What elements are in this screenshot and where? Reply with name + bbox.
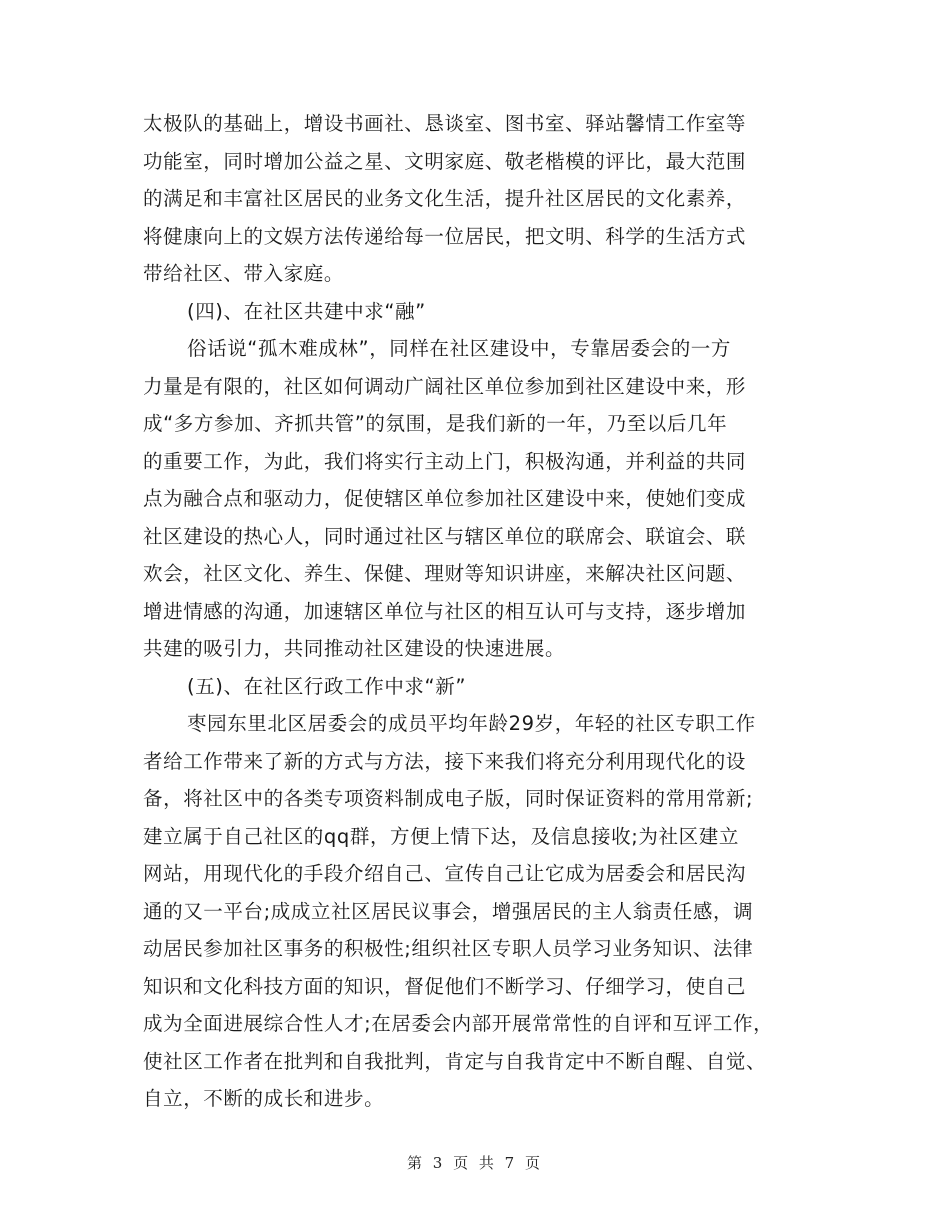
text-line: 网站，用现代化的手段介绍自己、宣传自己让它成为居委会和居民沟 — [143, 862, 747, 885]
page-footer: 第 3 页 共 7 页 — [407, 1154, 543, 1172]
text-line: 欢会，社区文化、养生、保健、理财等知识讲座，来解决社区问题、 — [143, 562, 747, 585]
text-line: 枣园东里北区居委会的成员平均年龄29岁，年轻的社区专职工作 — [187, 712, 756, 735]
text-line: (四)、在社区共建中求“融” — [187, 299, 426, 323]
text-line: 者给工作带来了新的方式与方法，接下来我们将充分利用现代化的设 — [143, 749, 747, 773]
text-line: 点为融合点和驱动力，促使辖区单位参加社区建设中来，使她们变成 — [143, 487, 747, 510]
text-line: 增进情感的沟通，加速辖区单位与社区的相互认可与支持，逐步增加 — [143, 599, 747, 623]
text-line: 通的又一平台;成成立社区居民议事会，增强居民的主人翁责任感，调 — [143, 899, 754, 923]
text-line: 使社区工作者在批判和自我批判，肯定与自我肯定中不断自醒、自觉、 — [143, 1049, 767, 1073]
document-body — [143, 105, 823, 1118]
text-line: 共建的吸引力，共同推动社区建设的快速进展。 — [143, 637, 566, 660]
text-line: 动居民参加社区事务的积极性;组织社区专职人员学习业务知识、法律 — [143, 937, 754, 960]
text-line: 俗话说“孤木难成林”，同样在社区建设中，专靠居委会的一方 — [187, 337, 732, 360]
text-line: 知识和文化科技方面的知识，督促他们不断学习、仔细学习，使自己 — [143, 974, 747, 998]
text-line: 的满足和丰富社区居民的业务文化生活，提升社区居民的文化素养， — [143, 187, 747, 210]
text-line: 成“多方参加、齐抓共管”的氛围，是我们新的一年，乃至以后几年 — [143, 412, 728, 435]
text-line: 的重要工作，为此，我们将实行主动上门，积极沟通，并利益的共同 — [143, 449, 747, 473]
text-line: 功能室，同时增加公益之星、文明家庭、敬老楷模的评比，最大范围 — [143, 149, 747, 173]
text-line: 力量是有限的，社区如何调动广阔社区单位参加到社区建设中来，形 — [143, 374, 747, 398]
text-line: 太极队的基础上，增设书画社、恳谈室、图书室、驿站馨情工作室等 — [143, 112, 747, 135]
text-line: 社区建设的热心人，同时通过社区与辖区单位的联席会、联谊会、联 — [143, 524, 747, 548]
text-line: 自立，不断的成长和进步。 — [143, 1087, 385, 1110]
text-line: 将健康向上的文娱方法传递给每一位居民，把文明、科学的生活方式 — [143, 224, 747, 248]
text-line: 建立属于自己社区的qq群，方便上情下达，及信息接收;为社区建立 — [143, 824, 739, 848]
text-line: 带给社区、带入家庭。 — [143, 262, 345, 285]
text-line: 备，将社区中的各类专项资料制成电子版，同时保证资料的常用常新; — [143, 787, 754, 810]
text-line: (五)、在社区行政工作中求“新” — [187, 674, 467, 698]
text-line: 成为全面进展综合性人才;在居委会内部开展常常性的自评和互评工作， — [143, 1012, 774, 1035]
